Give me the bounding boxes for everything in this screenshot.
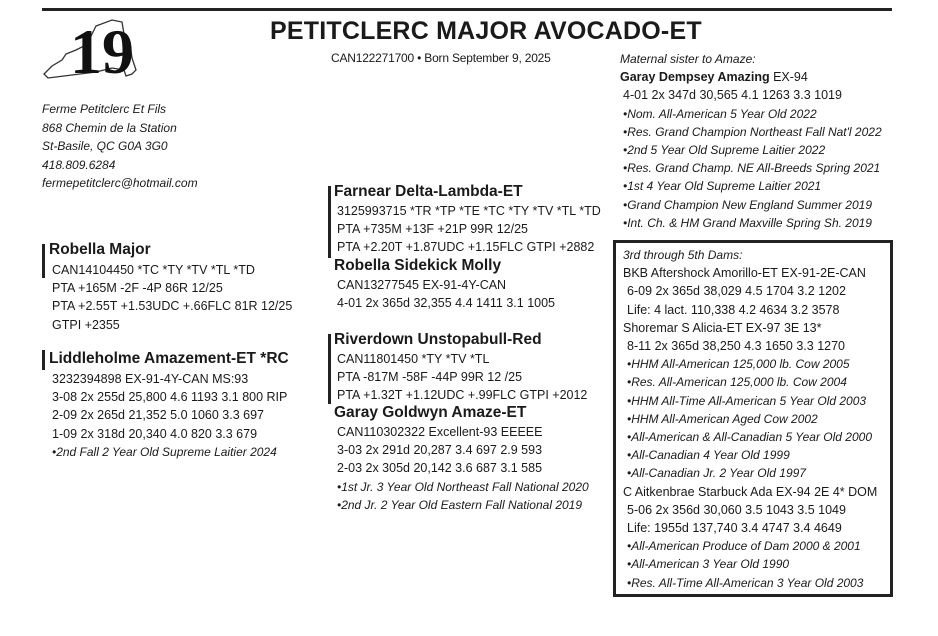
fifth-dam-award: •Res. All-Time All-American 3 Year Old 2003 — [627, 575, 864, 590]
fourth-dam-record: 8-11 2x 365d 38,250 4.3 1650 3.3 1270 — [627, 339, 846, 354]
fourth-dam-award: •HHM All-American Aged Cow 2002 — [627, 411, 818, 426]
fifth-dam-award: •All-American 3 Year Old 1990 — [627, 557, 790, 572]
dam-dam-line: 3-03 2x 291d 20,287 3.4 697 2.9 593 — [337, 443, 543, 458]
dam-dam-name: Garay Goldwyn Amaze-ET — [334, 404, 527, 421]
consignor-email[interactable]: fermepetitclerc@hotmail.com — [42, 176, 198, 190]
sire-sire-line: 3125993715 *TR *TP *TE *TC *TY *TV *TL *TD — [337, 204, 601, 218]
dam-sire-line: PTA -817M -58F -44P 99R 12 /25 — [337, 370, 523, 385]
lot-number: 19 — [70, 16, 134, 87]
sire-dam-name: Robella Sidekick Molly — [334, 257, 502, 274]
dam-dam-block — [334, 404, 589, 514]
consignor-block — [42, 100, 198, 193]
sire-dam-block — [334, 257, 555, 312]
fourth-dam-award: •HHM All-American 125,000 lb. Cow 2005 — [627, 357, 850, 372]
dam-dam-award: •1st Jr. 3 Year Old Northeast Fall National 2020 — [337, 479, 589, 494]
sire-bracket — [42, 244, 45, 278]
maternal-sister-award: •Res. Grand Champion Northeast Fall Nat'l 2022 — [623, 124, 882, 139]
maternal-sister-name: Garay Dempsey Amazing — [620, 70, 770, 85]
dam-name: Liddleholme Amazement-ET *RC — [49, 350, 289, 367]
maternal-sister-header: Maternal sister to Amaze: — [620, 52, 756, 66]
dam-sire-line: PTA +1.32T +1.12UDC +.99FLC GTPI +2012 — [337, 388, 588, 403]
consignor-phone: 418.809.6284 — [42, 157, 116, 172]
sire-dam-line: CAN13277545 EX-91-4Y-CAN — [337, 278, 507, 292]
fourth-dam-award: •All-Canadian Jr. 2 Year Old 1997 — [627, 466, 806, 481]
third-dam-name: BKB Aftershock Amorillo-ET EX-91-2E-CAN — [623, 266, 866, 281]
maternal-sister-award: •2nd 5 Year Old Supreme Laitier 2022 — [623, 143, 826, 158]
sire-name: Robella Major — [49, 241, 151, 258]
dams-box — [613, 240, 893, 597]
fourth-dam-award: •All-Canadian 4 Year Old 1999 — [627, 448, 790, 463]
third-dam-life: Life: 4 lact. 110,338 4.2 4634 3.2 3578 — [627, 302, 840, 317]
dam-line: 1-09 2x 318d 20,340 4.0 820 3.3 679 — [52, 426, 258, 441]
maternal-sister-award: •1st 4 Year Old Supreme Laitier 2021 — [623, 179, 822, 194]
sire-line: PTA +2.55T +1.53UDC +.66FLC 81R 12/25 — [52, 299, 293, 314]
dam-line: 2-09 2x 265d 21,352 5.0 1060 3.3 697 — [52, 408, 264, 423]
maternal-sister-class: EX-94 — [769, 70, 808, 85]
dam-sire-bracket — [328, 334, 331, 404]
top-rule — [42, 8, 892, 11]
registration-subtitle: CAN122271700 • Born September 9, 2025 — [331, 51, 551, 65]
sire-sire-line: PTA +2.20T +1.87UDC +1.15FLC GTPI +2882 — [337, 240, 595, 255]
sire-line: CAN14104450 *TC *TY *TV *TL *TD — [52, 263, 255, 277]
fifth-dam-name: C Aitkenbrae Starbuck Ada EX-94 2E 4* DOM — [623, 484, 878, 499]
dam-sire-block — [334, 331, 587, 405]
dam-line: 3232394898 EX-91-4Y-CAN MS:93 — [52, 372, 249, 386]
sire-sire-name: Farnear Delta-Lambda-ET — [334, 183, 523, 200]
maternal-sister-block — [620, 50, 882, 232]
maternal-sister-award: •Nom. All-American 5 Year Old 2022 — [623, 106, 817, 121]
dams-box-header: 3rd through 5th Dams: — [623, 248, 743, 262]
page-title: PETITCLERC MAJOR AVOCADO-ET — [270, 17, 702, 45]
dam-block — [49, 350, 289, 461]
consignor-address1: 868 Chemin de la Station — [42, 120, 177, 135]
maternal-sister-award: •Int. Ch. & HM Grand Maxville Spring Sh. 2019 — [623, 215, 872, 230]
fourth-dam-award: •All-American & All-Canadian 5 Year Old 2000 — [627, 430, 872, 445]
dam-bracket — [42, 350, 45, 370]
dam-line: 3-08 2x 255d 25,800 4.6 1193 3.1 800 RIP — [52, 390, 288, 405]
sire-sire-line: PTA +735M +13F +21P 99R 12/25 — [337, 222, 528, 237]
fifth-dam-life: Life: 1955d 137,740 3.4 4747 3.4 4649 — [627, 521, 842, 536]
dam-dam-award: •2nd Jr. 2 Year Old Eastern Fall National 2019 — [337, 497, 583, 512]
maternal-sister-award: •Res. Grand Champ. NE All-Breeds Spring 2021 — [623, 161, 881, 176]
fourth-dam-award: •Res. All-American 125,000 lb. Cow 2004 — [627, 375, 847, 390]
dam-award: •2nd Fall 2 Year Old Supreme Laitier 2024 — [52, 444, 277, 459]
consignor-name: Ferme Petitclerc Et Fils — [42, 102, 167, 116]
sire-block — [49, 241, 292, 334]
sire-line: PTA +165M -2F -4P 86R 12/25 — [52, 281, 223, 296]
dam-sire-name: Riverdown Unstopabull-Red — [334, 331, 542, 348]
consignor-address2: St-Basile, QC G0A 3G0 — [42, 139, 168, 153]
maternal-sister-award: •Grand Champion New England Summer 2019 — [623, 197, 872, 212]
fourth-dam-award: •HHM All-Time All-American 5 Year Old 2003 — [627, 393, 867, 408]
fifth-dam-award: •All-American Produce of Dam 2000 & 2001 — [627, 539, 861, 554]
maternal-sister-record: 4-01 2x 347d 30,565 4.1 1263 3.3 1019 — [623, 88, 842, 103]
sire-line: GTPI +2355 — [52, 317, 120, 332]
fourth-dam-name: Shoremar S Alicia-ET EX-97 3E 13* — [623, 320, 822, 335]
dam-dam-line: 2-03 2x 305d 20,142 3.6 687 3.1 585 — [337, 461, 543, 476]
sire-dam-line: 4-01 2x 365d 32,355 4.4 1411 3.1 1005 — [337, 296, 556, 311]
fifth-dam-record: 5-06 2x 356d 30,060 3.5 1043 3.5 1049 — [627, 502, 846, 517]
sire-sire-bracket — [328, 186, 331, 258]
dam-sire-line: CAN11801450 *TY *TV *TL — [337, 352, 490, 366]
dam-dam-line: CAN110302322 Excellent-93 EEEEE — [337, 425, 543, 439]
sire-sire-block — [334, 183, 601, 257]
third-dam-record: 6-09 2x 365d 38,029 4.5 1704 3.2 1202 — [627, 284, 846, 299]
